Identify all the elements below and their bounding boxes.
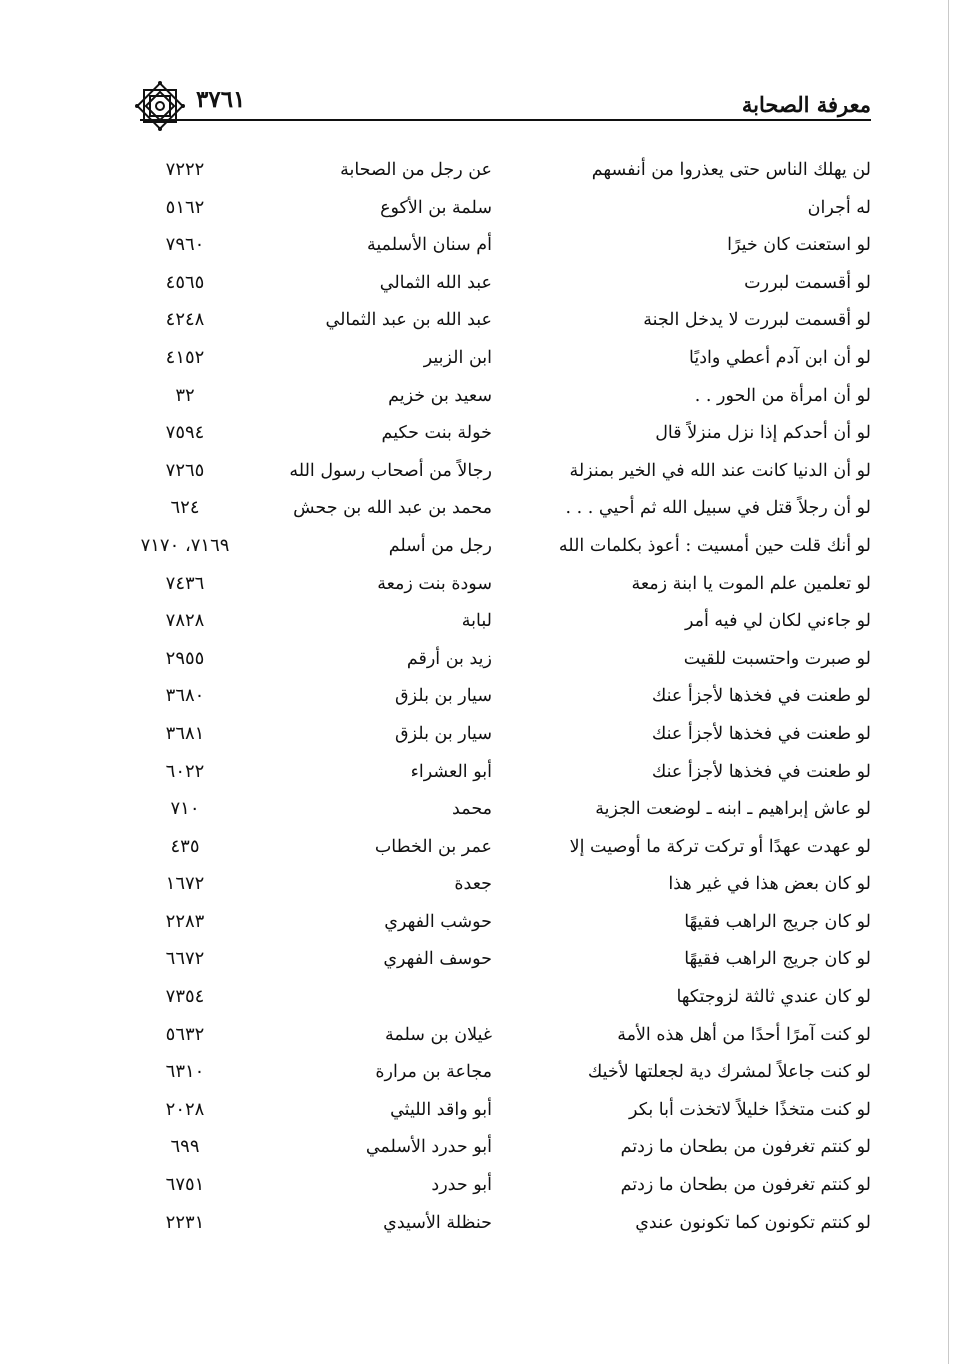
hadith-text: لو كنتم تغرفون من بطحان ما زدتم	[620, 1137, 871, 1158]
hadith-number: ٧٢٢٢	[165, 159, 205, 180]
hadith-text: لو أن أحدكم إذا نزل منزلاً قال	[655, 423, 871, 444]
hadith-number: ٧٨٢٨	[165, 610, 205, 632]
index-row	[0, 941, 959, 979]
index-row	[0, 791, 959, 829]
header-rule	[140, 119, 871, 121]
hadith-text: لو كنت جاعلاً لمشرك دية لجعلتها لأخيك	[587, 1062, 871, 1083]
index-row	[0, 490, 959, 528]
hadith-number: ٧٢٦٥	[165, 459, 205, 481]
hadith-text: لن يهلك الناس حتى يعذروا من أنفسهم	[591, 160, 871, 180]
index-row	[0, 829, 959, 867]
hadith-number: ٦٦٧٢	[165, 948, 205, 970]
index-row	[0, 227, 959, 265]
hadith-text: لو كنتم تكونون كما تكونون عندي	[635, 1212, 871, 1233]
hadith-number: ٧٥٩٤	[165, 422, 205, 444]
index-row	[0, 716, 959, 754]
hadith-text: لو أقسمت لبررت	[744, 272, 871, 293]
narrator-name: أبو حدرد	[431, 1175, 492, 1196]
narrator-name: أبو حدرد الأسلمي	[365, 1137, 492, 1158]
hadith-number: ٦٧٥١	[165, 1174, 205, 1196]
hadith-text: لو طعنت في فخذها لأجزأ عنك	[651, 723, 871, 744]
index-row	[0, 1017, 959, 1055]
index-row	[0, 603, 959, 641]
index-row	[0, 528, 959, 566]
hadith-text: لو كنتم تغرفون من بطحان ما زدتم	[620, 1175, 871, 1196]
narrator-name: أم سنان الأسلمية	[366, 235, 492, 256]
index-row	[0, 678, 959, 716]
narrator-name: حوشب الفهري	[384, 911, 492, 932]
hadith-number: ٤٥٦٥	[165, 271, 205, 293]
hadith-number: ٧٤٣٦	[165, 572, 205, 594]
hadith-text: لو أن رجلاً قتل في سبيل الله ثم أحيي . . .	[565, 498, 871, 519]
page-number: ٣٧٦١	[196, 86, 246, 113]
hadith-number: ٥١٦٢	[165, 196, 205, 218]
hadith-text: لو صبرت واحتسبت للقيت	[683, 648, 871, 669]
hadith-text: لو كان بعض هذا في غير هذا	[668, 874, 871, 895]
hadith-text: لو أن ابن آدم أعطي واديًا	[689, 347, 871, 368]
hadith-number: ٥٦٣٢	[165, 1023, 205, 1045]
narrator-name: عن رجل من الصحابة	[340, 160, 492, 180]
narrator-name: سودة بنت زمعة	[377, 573, 492, 594]
index-row	[0, 1167, 959, 1205]
narrator-name: سيار بن بلزق	[395, 686, 492, 707]
hadith-number: ٤٣٥	[170, 835, 200, 857]
hadith-text: لو كان جريج الراهب فقيهًا	[684, 911, 871, 932]
index-row	[0, 979, 959, 1017]
index-entries	[0, 152, 959, 1242]
hadith-number: ٤٢٤٨	[165, 309, 205, 331]
index-row	[0, 1054, 959, 1092]
narrator-name: لبابة	[461, 611, 492, 632]
book-title: معرفة الصحابة	[741, 92, 871, 117]
hadith-number: ٢٠٢٨	[165, 1098, 205, 1120]
narrator-name: رجل من أسلم	[388, 535, 492, 556]
hadith-number: ٦٢٤	[170, 497, 200, 519]
hadith-number: ٧١٠	[170, 798, 200, 820]
hadith-number: ٣٦٨٠	[165, 685, 205, 707]
index-row	[0, 453, 959, 491]
narrator-name: خولة بنت حكيم	[381, 423, 492, 444]
index-row	[0, 904, 959, 942]
index-row	[0, 302, 959, 340]
hadith-number: ٧٩٦٠	[165, 234, 205, 256]
narrator-name: غيلان بن سلمة	[385, 1024, 492, 1045]
hadith-text: لو عاش إبراهيم ـ ابنه ـ لوضعت الجزية	[595, 799, 871, 820]
page-header	[0, 72, 959, 142]
hadith-number: ١٦٧٢	[165, 873, 205, 895]
hadith-number: ٢٢٣١	[165, 1211, 205, 1233]
hadith-text: لو طعنت في فخذها لأجزأ عنك	[651, 761, 871, 782]
hadith-text: لو جاءني لكان لي فيه أمر	[684, 611, 871, 632]
narrator-name: مجاعة بن مرارة	[375, 1062, 492, 1083]
index-row	[0, 1205, 959, 1243]
hadith-number: ٢٢٨٣	[165, 910, 205, 932]
index-row	[0, 566, 959, 604]
hadith-number: ٧٣٥٤	[165, 986, 205, 1008]
narrator-name: ابن الزبير	[423, 347, 492, 368]
narrator-name: سيار بن بلزق	[395, 723, 492, 744]
hadith-text: لو أن امرأة من الحور . .	[694, 385, 871, 406]
narrator-name: أبو العشراء	[410, 761, 492, 782]
index-row	[0, 152, 959, 190]
hadith-number: ٦٣١٠	[165, 1061, 205, 1083]
narrator-name: حوسف الفهري	[383, 949, 492, 970]
narrator-name: محمد بن عبد الله بن جحش	[293, 498, 492, 519]
hadith-text: لو كنت متخذًا خليلاً لاتخذت أبا بكر	[629, 1099, 871, 1120]
narrator-name: أبو واقد الليثي	[390, 1099, 492, 1120]
hadith-number: ٢٩٥٥	[165, 647, 205, 669]
hadith-text: لو تعلمين علم الموت يا ابنة زمعة	[631, 573, 871, 594]
narrator-name: جعدة	[454, 874, 492, 895]
narrator-name: محمد	[452, 799, 492, 820]
hadith-number: ٦٩٩	[170, 1136, 200, 1158]
index-row	[0, 415, 959, 453]
hadith-text: لو عهدت عهدًا أو تركت تركة ما أوصيت إلا	[569, 836, 871, 857]
index-row	[0, 754, 959, 792]
index-row	[0, 641, 959, 679]
narrator-name: حنظلة الأسيدي	[383, 1212, 492, 1233]
hadith-text: لو طعنت في فخذها لأجزأ عنك	[651, 686, 871, 707]
hadith-text: لو أقسمت لبررت لا يدخل الجنة	[643, 310, 871, 331]
narrator-name: رجالاً من أصحاب رسول الله	[289, 460, 492, 481]
hadith-text: لو أن الدنيا كانت عند الله في الخير بمنزلة	[569, 460, 871, 481]
hadith-number: ٤١٥٢	[165, 346, 205, 368]
narrator-name: سعيد بن خزيم	[388, 385, 492, 406]
hadith-number: ٦٠٢٢	[165, 760, 205, 782]
hadith-text: لو كان جريج الراهب فقيهًا	[684, 949, 871, 970]
index-row	[0, 190, 959, 228]
hadith-text: لو كنت آمرًا أحدًا من أهل هذه الأمة	[617, 1024, 871, 1045]
index-row	[0, 1129, 959, 1167]
hadith-text: لو أنك قلت حين أمسيت : أعوذ بكلمات الله	[558, 535, 871, 556]
narrator-name: عبد الله بن عبد الثمالي	[325, 310, 492, 331]
hadith-number: ٧١٦٩، ٧١٧٠	[140, 534, 230, 556]
index-row	[0, 378, 959, 416]
index-row	[0, 866, 959, 904]
hadith-number: ٣٢	[175, 384, 195, 406]
narrator-name: عمر بن الخطاب	[374, 836, 492, 857]
narrator-name: عبد الله الثمالي	[379, 272, 492, 293]
index-row	[0, 1092, 959, 1130]
hadith-text: لو كان عندي ثالثة لزوجتكها	[676, 987, 871, 1008]
hadith-number: ٣٦٨١	[165, 722, 205, 744]
narrator-name: زيد بن أرقم	[406, 648, 492, 669]
hadith-text: له أجران	[807, 197, 871, 218]
index-row	[0, 265, 959, 303]
index-row	[0, 340, 959, 378]
narrator-name: سلمة بن الأكوع	[380, 197, 492, 218]
star-octagon-ornament-icon	[132, 78, 188, 134]
hadith-text: لو استعنت كان خيرًا	[727, 235, 871, 256]
